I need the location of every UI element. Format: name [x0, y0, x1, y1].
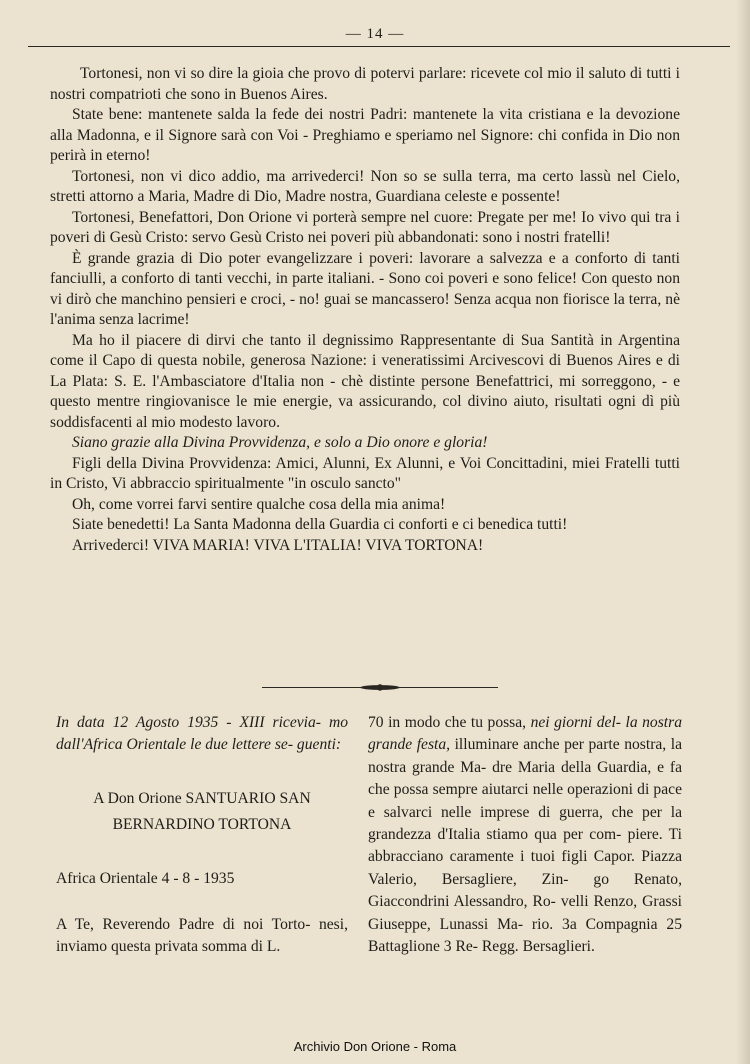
paragraph: State bene: mantenete salda la fede dei nostri Padri: mantenete la vita cristiana e la devozione alla Madonna, e il Signore sarà con Voi - Preghiamo e speriamo nel Signore: chi confida in Dio non perirà in eterno! — [50, 106, 680, 164]
address-line: BERNARDINO TORTONA — [112, 816, 292, 833]
text-run: illuminare anche per parte nostra, la nostra grande Ma- dre Maria della Guardia, e fa che possa sempre aiutarci nelle operazioni di pace e salvarci nelle imprese di guerra, che per la grandezza d'Italia stiamo qua per com- piere. Ti abbracciano caramente i tuoi figli Capor. Piazza Valerio, Bersagliere, Zin- go Renato, Giaccondrini Alessandro, Ro- velli Renzo, Grassi Giuseppe, Lunassi Ma- rio. 3a Compagnia 25 Battaglione 3 Re- Regg. Bersaglieri. — [368, 736, 682, 956]
letter-continuation — [368, 712, 682, 958]
right-column — [368, 712, 682, 958]
italic-thanks-line: Siano grazie alla Divina Provvidenza, e solo a Dio onore e gloria! — [72, 434, 488, 451]
closing-paragraph: Arrivederci! VIVA MARIA! VIVA L'ITALIA! VIVA TORTONA! — [72, 536, 484, 554]
page-number: — 14 — — [345, 26, 405, 42]
paragraph: Ma ho il piacere di dirvi che tanto il degnissimo Rappresentante di Sua Santità in Argentina come il Capo di questa nobile, generosa Nazione: i veneratissimi Arcivescovi di Buenos Aires e di La Plata: S. E. l'Ambasciatore d'Italia non - chè distinte persone Benefattrici, mi sorreggono, - e questo mentre ringiovanisce le mie energie, va assicurando, col divino aiuto, risultati ogni dì più soddisfacenti al mio modesto lavoro. — [50, 331, 680, 431]
ornamental-separator — [262, 682, 498, 694]
left-column — [56, 712, 348, 958]
closing-paragraph: Oh, come vorrei farvi sentire qualche cosa della mia anima! — [72, 495, 446, 513]
page-edge-shadow — [736, 0, 750, 1064]
archive-footer: Archivio Don Orione - Roma — [293, 1039, 457, 1054]
closing-paragraph: Siate benedetti! La Santa Madonna della Guardia ci conforti e ci benedica tutti! — [72, 516, 568, 533]
address-block — [56, 786, 348, 838]
header-rule — [28, 46, 730, 47]
paragraph: Tortonesi, Benefattori, Don Orione vi porterà sempre nel cuore: Pregate per me! Io vivo qui tra i poveri di Gesù Cristo: servo Gesù Cristo nei poveri più abbandonati: sono i nostri fratelli! — [50, 208, 680, 246]
letter-date: Africa Orientale 4 - 8 - 1935 — [56, 870, 235, 887]
italic-run: nei giorni del- la nostra grande festa, — [368, 714, 682, 754]
letter-opening: A Te, Reverendo Padre di noi Torto- nesi, inviamo questa privata somma di L. — [56, 916, 348, 955]
letter-body — [50, 64, 680, 556]
paragraph: Tortonesi, non vi so dire la gioia che provo di potervi parlare: ricevete col mio il saluto di tutti i nostri compatrioti che sono in Buenos Aires. — [50, 65, 680, 103]
separator-ornament-icon — [358, 683, 402, 692]
text-run: 70 in modo che tu possa, — [368, 714, 531, 731]
address-line: A Don Orione SANTUARIO SAN — [93, 790, 311, 807]
paragraph: Tortonesi, non vi dico addio, ma arrivederci! Non so se sulla terra, ma certo lassù nel Cielo, stretti attorno a Maria, Madre di Dio, Madre nostra, Guardiana celeste e possente! — [50, 167, 680, 205]
intro-note: In data 12 Agosto 1935 - XIII ricevia- mo dall'Africa Orientale le due lettere se- guenti: — [56, 714, 348, 753]
paragraph: È grande grazia di Dio poter evangelizzare i poveri: lavorare a salvezza e a conforto di tanti fanciulli, a conforto di tanti vecchi, in parte italiani. - Sono coi poveri e sono felice! Con questo non vi dirò che manchino pensieri e croci, - no! guai se mancassero! Senza acqua non fiorisce la terra, nè l'anima senza lacrime! — [50, 249, 680, 328]
closing-paragraph: Figli della Divina Provvidenza: Amici, Alunni, Ex Alunni, e Voi Concittadini, miei Fratelli tutti in Cristo, Vi abbraccio spiritualmente "in osculo sancto" — [50, 454, 680, 492]
